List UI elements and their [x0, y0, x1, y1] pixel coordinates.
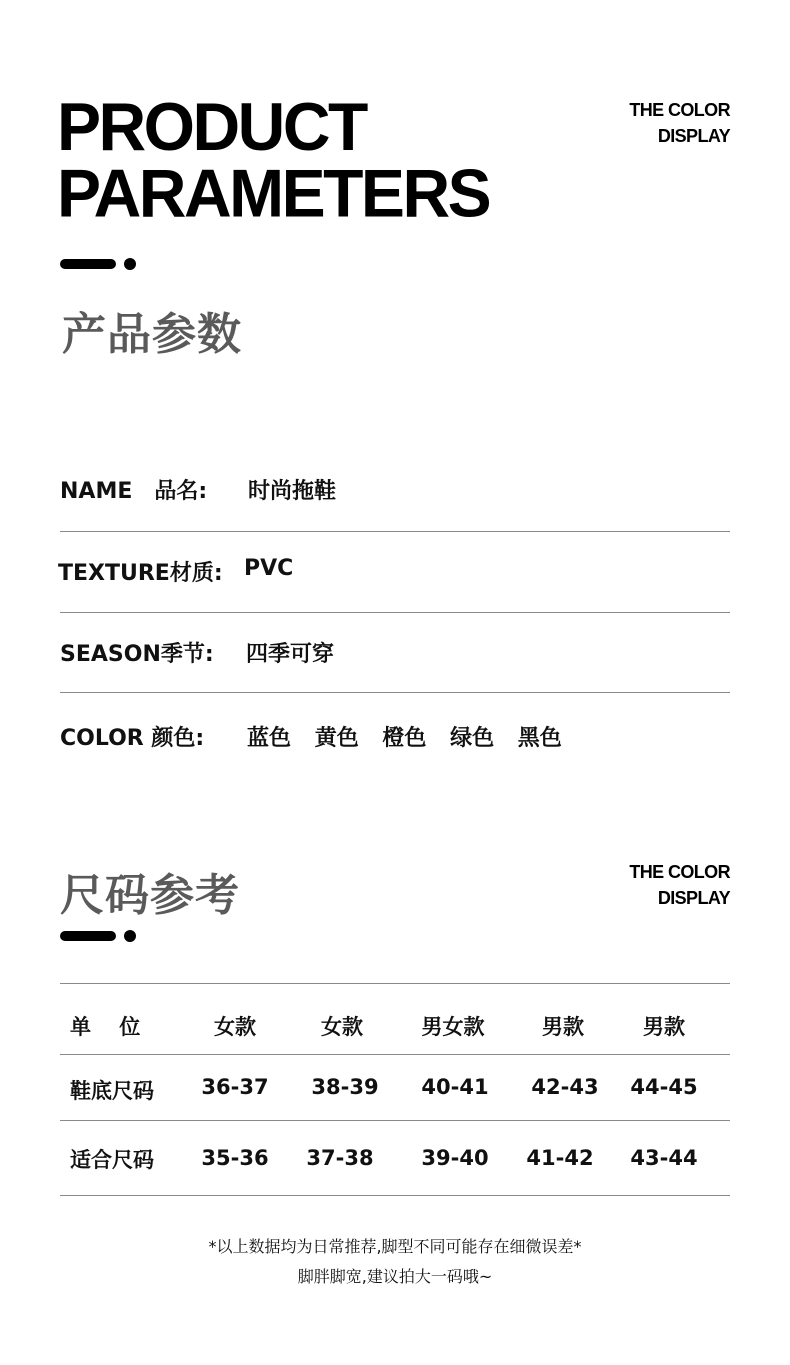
- table-cell: 36-37: [201, 1075, 269, 1099]
- corner-label-line1: THE COLOR: [629, 100, 730, 120]
- size-color-display-label: [530, 859, 730, 911]
- divider: [60, 692, 730, 693]
- table-header-col2: 女款: [321, 1015, 363, 1039]
- param-value-season: 四季可穿: [246, 642, 335, 667]
- corner-label-line2: DISPLAY: [657, 126, 730, 146]
- param-row-color: [60, 721, 730, 751]
- table-cell: 41-42: [526, 1146, 594, 1170]
- param-value-name: 时尚拖鞋: [248, 479, 337, 504]
- table-header-col3: 男女款: [421, 1015, 485, 1039]
- title-line-parameters: PARAMETERS: [57, 155, 490, 231]
- page-title: [57, 88, 490, 231]
- table-rule: [60, 1195, 730, 1196]
- param-label-season: SEASON季节:: [60, 642, 214, 667]
- table-rule: [60, 983, 730, 984]
- section-title-params: 产品参数: [62, 309, 242, 360]
- table-cell: 43-44: [630, 1146, 698, 1170]
- table-header-col5: 男款: [643, 1015, 685, 1039]
- table-cell: 35-36: [201, 1146, 269, 1170]
- divider: [60, 612, 730, 613]
- param-row-season: [60, 637, 730, 667]
- table-rule: [60, 1120, 730, 1121]
- dash-dot: [124, 930, 136, 942]
- dash-dot: [124, 258, 136, 270]
- color-display-label: [530, 97, 730, 149]
- size-note-line1: *以上数据均为日常推荐,脚型不同可能存在细微误差*: [208, 1237, 582, 1256]
- table-rule: [60, 1054, 730, 1055]
- table-row-fit-label: 适合尺码: [70, 1148, 154, 1172]
- param-row-name: [60, 474, 730, 504]
- table-row-sole-label: 鞋底尺码: [70, 1079, 154, 1103]
- table-cell: 44-45: [630, 1075, 698, 1099]
- param-row-texture: [60, 556, 730, 586]
- color-option-black: 黑色: [517, 726, 562, 751]
- dash-bar: [60, 931, 116, 941]
- param-label-texture: TEXTURE材质:: [58, 561, 223, 586]
- decorative-dash: [60, 931, 140, 941]
- table-cell: 39-40: [421, 1146, 489, 1170]
- section-title-size: 尺码参考: [60, 870, 240, 921]
- corner-label-line1: THE COLOR: [629, 862, 730, 882]
- size-note-line2: 脚胖脚宽,建议拍大一码哦~: [297, 1267, 493, 1286]
- table-cell: 42-43: [531, 1075, 599, 1099]
- table-cell: 40-41: [421, 1075, 489, 1099]
- title-line-product: PRODUCT: [57, 88, 366, 165]
- param-label-name: NAME 品名:: [60, 479, 208, 504]
- param-label-color: COLOR 颜色:: [60, 726, 205, 751]
- color-option-orange: 橙色: [382, 726, 427, 751]
- color-option-yellow: 黄色: [314, 726, 359, 751]
- param-value-texture: PVC: [244, 556, 294, 581]
- corner-label-line2: DISPLAY: [657, 888, 730, 908]
- color-option-green: 绿色: [450, 726, 495, 751]
- table-header-unit: 单 位: [70, 1015, 141, 1039]
- param-value-colors: [247, 721, 578, 752]
- table-cell: 38-39: [311, 1075, 379, 1099]
- table-cell: 37-38: [306, 1146, 374, 1170]
- divider: [60, 531, 730, 532]
- color-option-blue: 蓝色: [247, 726, 292, 751]
- decorative-dash: [60, 259, 140, 269]
- table-header-col1: 女款: [214, 1015, 256, 1039]
- table-header-col4: 男款: [542, 1015, 584, 1039]
- dash-bar: [60, 259, 116, 269]
